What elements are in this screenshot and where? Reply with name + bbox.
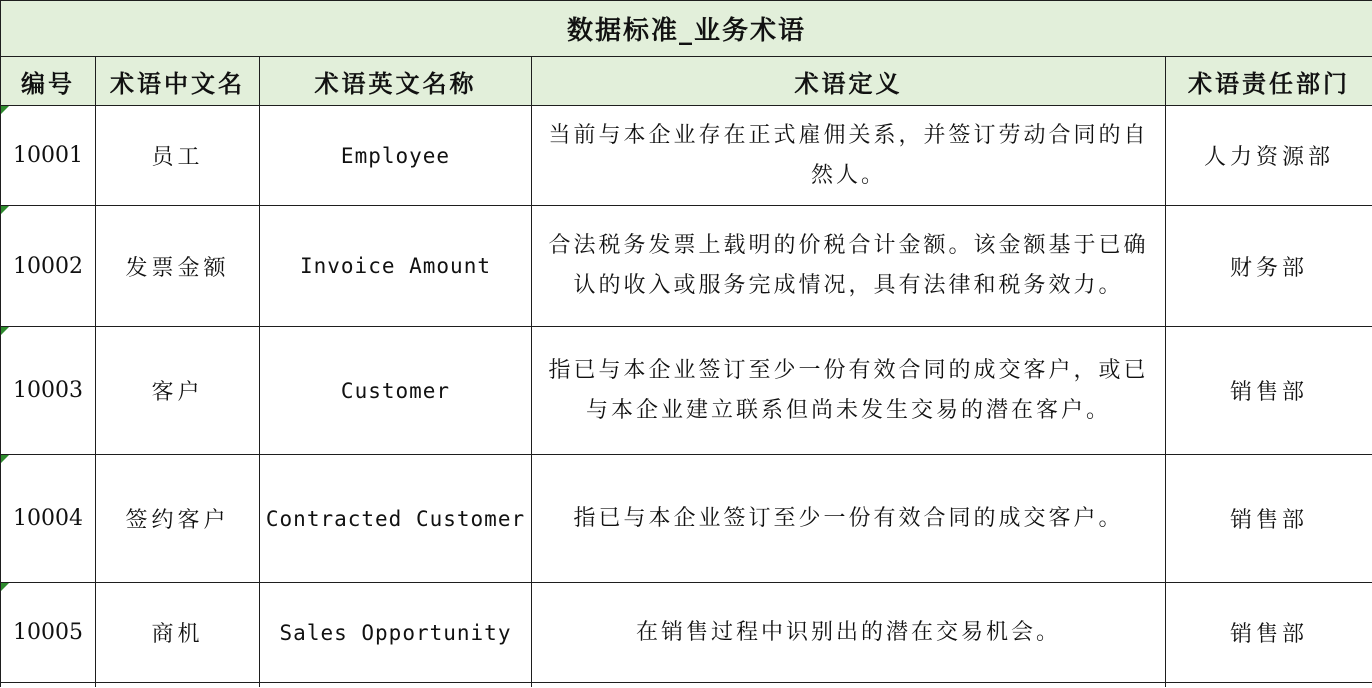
title-row <box>1 1 1372 57</box>
header-en-name[interactable]: 术语英文名称 <box>260 57 532 106</box>
table-row <box>1 206 1372 327</box>
number-value: 10003 <box>13 378 83 403</box>
en-name-cell[interactable]: Employee <box>260 106 532 206</box>
department-cell[interactable]: 销售部 <box>1166 327 1372 455</box>
cn-name-cell[interactable]: 员工 <box>96 106 260 206</box>
table-row <box>1 327 1372 455</box>
number-cell[interactable] <box>1 327 96 455</box>
cn-name-cell[interactable]: 签约客户 <box>96 455 260 583</box>
header-number[interactable]: 编号 <box>1 57 96 106</box>
table-title[interactable]: 数据标准_业务术语 <box>1 1 1372 57</box>
table-row <box>1 106 1372 206</box>
header-department[interactable]: 术语责任部门 <box>1166 57 1372 106</box>
department-cell[interactable]: 人力资源部 <box>1166 106 1372 206</box>
table-row <box>1 455 1372 583</box>
definition-cell[interactable]: 指已与本企业签订至少一份有效合同的成交客户。 <box>532 455 1166 583</box>
definition-cell[interactable]: 当前与本企业存在正式雇佣关系，并签订劳动合同的自然人。 <box>532 106 1166 206</box>
empty-cell[interactable] <box>96 683 260 688</box>
en-name-cell[interactable]: Contracted Customer <box>260 455 532 583</box>
number-value: 10005 <box>13 620 83 645</box>
number-stored-as-text-indicator <box>1 455 9 463</box>
en-name-cell[interactable]: Invoice Amount <box>260 206 532 327</box>
en-name-cell[interactable]: Customer <box>260 327 532 455</box>
cn-name-cell[interactable]: 商机 <box>96 583 260 683</box>
empty-cell[interactable] <box>260 683 532 688</box>
empty-cell[interactable] <box>532 683 1166 688</box>
partial-row <box>1 683 1372 688</box>
number-stored-as-text-indicator <box>1 327 9 335</box>
department-cell[interactable]: 财务部 <box>1166 206 1372 327</box>
header-definition[interactable]: 术语定义 <box>532 57 1166 106</box>
number-cell[interactable] <box>1 455 96 583</box>
number-value: 10001 <box>13 143 83 168</box>
number-cell[interactable] <box>1 106 96 206</box>
definition-cell[interactable]: 在销售过程中识别出的潜在交易机会。 <box>532 583 1166 683</box>
definition-cell[interactable]: 合法税务发票上载明的价税合计金额。该金额基于已确认的收入或服务完成情况，具有法律和税务效力。 <box>532 206 1166 327</box>
number-stored-as-text-indicator <box>1 206 9 214</box>
department-cell[interactable]: 销售部 <box>1166 583 1372 683</box>
table-row <box>1 583 1372 683</box>
empty-cell[interactable] <box>1 683 96 688</box>
number-stored-as-text-indicator <box>1 106 9 114</box>
number-value: 10002 <box>13 253 83 279</box>
number-value: 10004 <box>13 506 83 531</box>
number-stored-as-text-indicator <box>1 583 9 591</box>
number-cell[interactable] <box>1 583 96 683</box>
header-row <box>1 57 1372 106</box>
department-cell[interactable]: 销售部 <box>1166 455 1372 583</box>
definition-cell[interactable]: 指已与本企业签订至少一份有效合同的成交客户，或已与本企业建立联系但尚未发生交易的潜在客户。 <box>532 327 1166 455</box>
en-name-cell[interactable]: Sales Opportunity <box>260 583 532 683</box>
number-cell[interactable] <box>1 206 96 327</box>
header-cn-name[interactable]: 术语中文名 <box>96 57 260 106</box>
cn-name-cell[interactable]: 发票金额 <box>96 206 260 327</box>
cn-name-cell[interactable]: 客户 <box>96 327 260 455</box>
empty-cell[interactable] <box>1166 683 1372 688</box>
